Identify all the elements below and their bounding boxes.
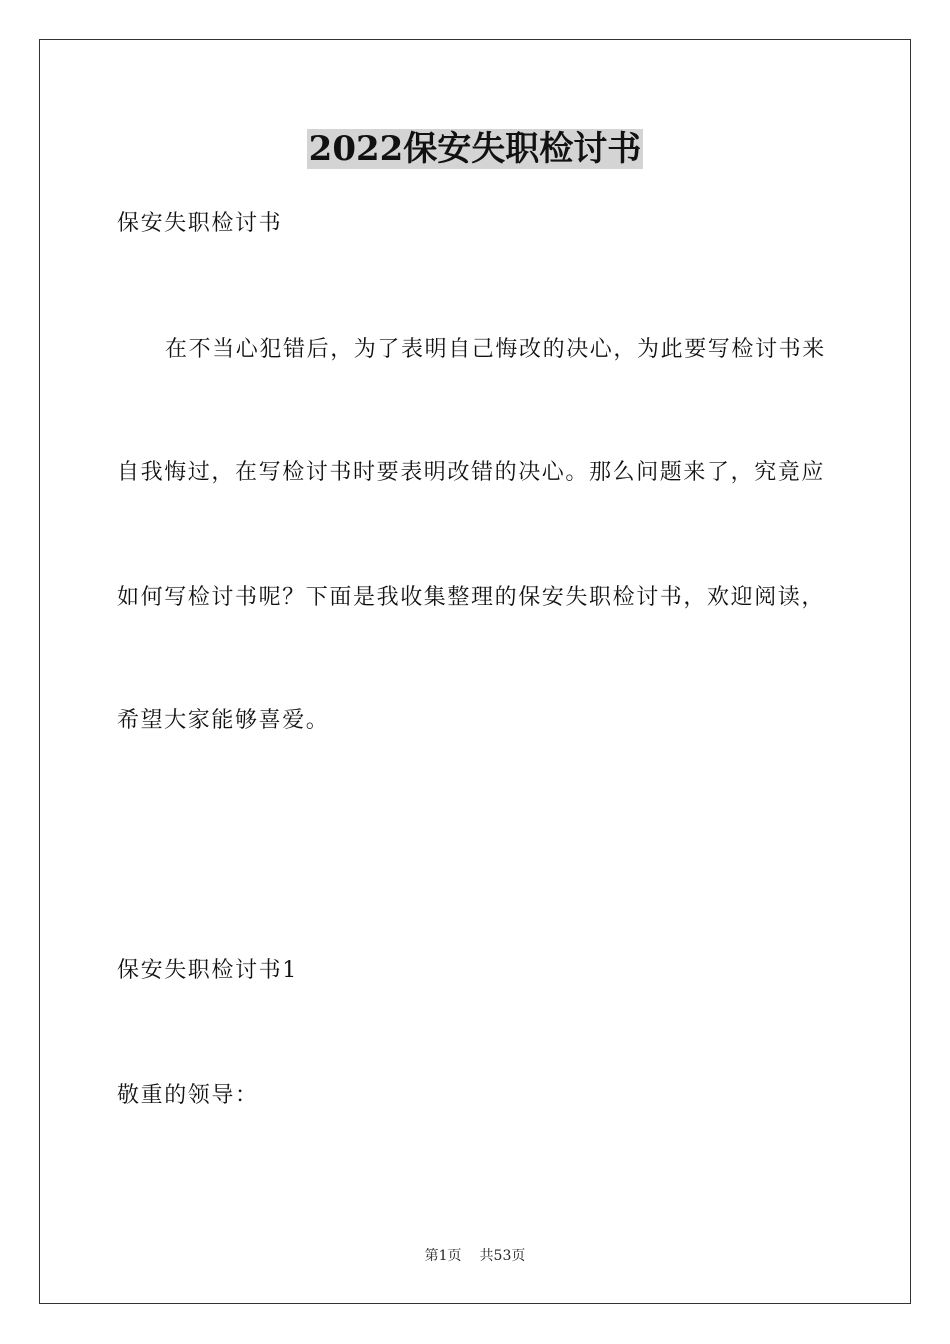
paragraph-line: 希望大家能够喜爱。 [117, 708, 330, 733]
section-heading: 保安失职检讨书1 [117, 958, 298, 983]
paragraph-line: 自我悔过，在写检讨书时要表明改错的决心。那么问题来了，究竟应 [117, 460, 826, 485]
document-subtitle: 保安失职检讨书 [117, 211, 283, 236]
page-number-current: 第1页 [424, 1248, 462, 1264]
page-footer [0, 1246, 950, 1266]
document-title-text: 2022保安失职检讨书 [308, 129, 642, 169]
salutation: 敬重的领导： [117, 1083, 259, 1108]
paragraph-line: 在不当心犯错后，为了表明自己悔改的决心，为此要写检讨书来 [165, 337, 826, 362]
page-number-total: 共53页 [479, 1248, 526, 1264]
paragraph-line: 如何写检讨书呢？下面是我收集整理的保安失职检讨书，欢迎阅读， [117, 585, 826, 610]
document-title [0, 126, 950, 172]
